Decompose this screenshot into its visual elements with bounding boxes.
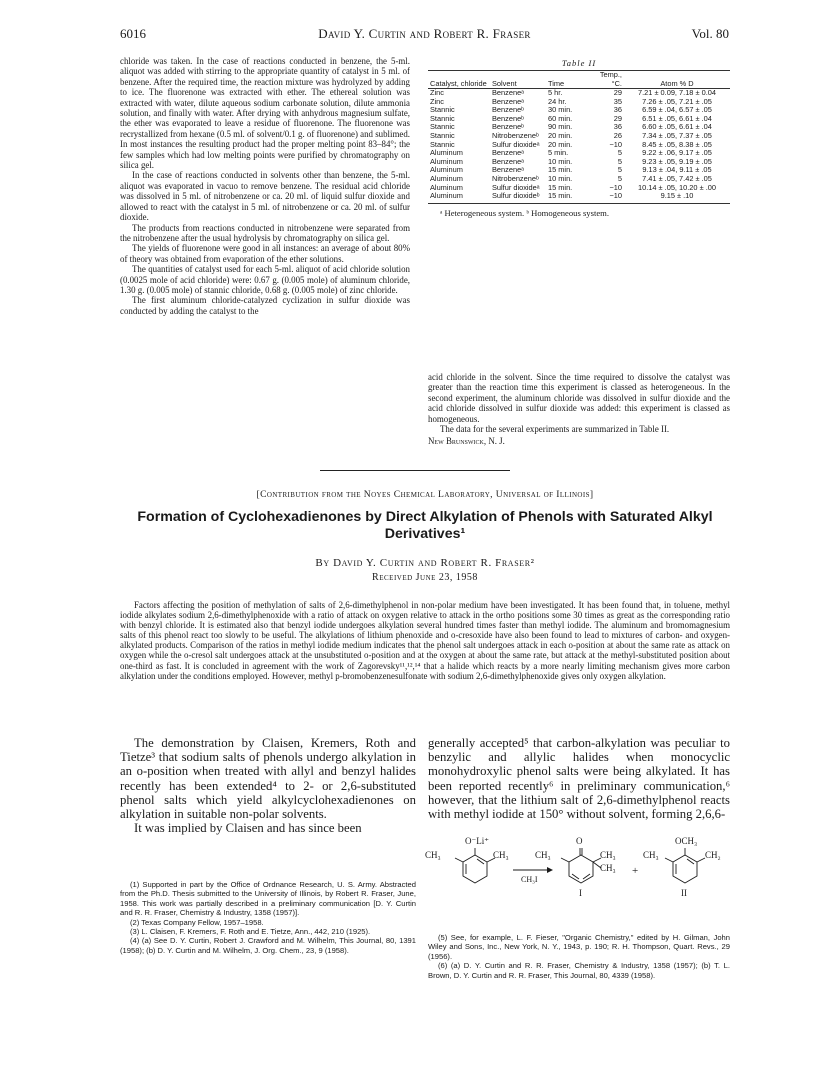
plus-sign: + [632,865,639,877]
product-ii-ring [665,848,705,883]
footnote: (5) See, for example, L. F. Fieser, "Organic Chemistry," edited by H. Gilman, John Wiley and Sons, Inc., New York, N. Y., 1943, p. 190; R. H. Thompson, Quart. Revs., 29 (1956). [428,933,730,961]
product-i-ch3-right-b: CH₃ [600,863,616,873]
paragraph: The quantities of catalyst used for each 5-ml. aliquot of acid chloride solution (0.0025 mole of acid chloride) were: 0.67 g. (0.005 mole) of aluminum chloride, 1.30 g. (0.005 mole) of stannic chloride, 0.68 g. (0.005 mole) of zinc chloride. [120,264,410,295]
table-cell-temp: 26 [613,130,622,140]
table-cell-catalyst: Aluminum [428,192,490,203]
footnote: (4) (a) See D. Y. Curtin, Robert J. Crawford and M. Wilhelm, This Journal, 80, 1391 (1958); (b) D. Y. Curtin and M. Wilhelm, J. Org. Chem., 23, 9 (1958). [120,936,416,955]
table-cell-catalyst: Zinc [430,96,444,106]
table-cell-temp: 5 [617,156,622,166]
product-i-label: I [579,888,582,898]
table-cell-solvent: Sulfur dioxideᵃ [492,182,540,192]
table-cell-catalyst: Stannic [430,122,455,132]
paragraph: It was implied by Claisen and has since been [134,821,362,836]
address-line: New Brunswick, N. J. [428,436,505,447]
table-cell-solvent: Benzeneᵃ [492,148,524,158]
paragraph: The data for the several experiments are summarized in Table II. [440,424,670,435]
body-text-right [428,736,730,821]
product-ii-ch2-right: CH₂ [705,850,721,860]
table-cell-time: 20 min. [548,139,573,149]
paragraph: The yields of fluorenone were good in all instances: an average of about 80% of theory was obtained from evaporation of the ether solutions. [120,243,410,264]
column-header: Temp., °C. [590,71,624,89]
reactant-ch3-right: CH₃ [493,850,509,860]
table-cell-temp: 36 [613,122,622,132]
table-cell-temp: 29 [613,88,622,97]
column-header: Atom % D [624,71,730,89]
table-cell-time: 10 min. [548,173,573,183]
table-cell-time: 20 min. [548,130,573,140]
table-cell-atom: 9.22 ± .06, 9.17 ± .05 [642,148,712,158]
table-cell-time: 60 min. [548,113,573,123]
received-date: Received June 23, 1958 [372,572,478,583]
table-cell-catalyst: Aluminum [430,182,463,192]
table-cell-atom: 6.59 ± .04, 6.57 ± .05 [642,105,712,115]
table-cell-atom: 8.45 ± .05, 8.38 ± .05 [642,139,712,149]
table-cell-solvent: Benzeneᵃ [492,88,524,97]
table-cell-atom: 10.14 ± .05, 10.20 ± .00 [638,182,716,192]
table-cell-solvent: Benzeneᵇ [492,113,524,123]
product-ii-label: II [681,888,687,898]
table-cell-temp: 5 [617,148,622,158]
paragraph: The first aluminum chloride-catalyzed cyclization in sulfur dioxide was conducted by adding the catalyst to the [120,295,410,316]
table-cell-time: 30 min. [548,105,573,115]
byline: By David Y. Curtin and Robert R. Fraser² [315,557,535,569]
paragraph: acid chloride in the solvent. Since the time required to dissolve the catalyst was greater than the reaction time this experiment is classed as heterogeneous. In the second experiment, the aluminum chloride was dissolved in sulfur dioxide and the acid chloride dissolved in sulfur dioxide was added: this experiment is classed as homogeneous. [428,372,730,424]
reaction-scheme [425,822,735,930]
table-cell-temp: −10 [609,139,622,149]
table-cell-time: 5 hr. [548,88,563,97]
paragraph: generally accepted⁵ that carbon-alkylation was peculiar to benzylic and allylic halides when monocyclic monohydroxylic phenol salts were being alkylated. It has been reported recently⁶ in preliminary communication,⁶ however, that the lithium salt of 2,6-dimethylphenol reacts with methyl iodide at 150° without solvent, forming 2,6,6- [428,736,730,822]
product-ii-och3: OCH₃ [675,836,698,846]
footnote: (3) L. Claisen, F. Kremers, F. Roth and E. Tietze, Ann., 442, 210 (1925). [130,927,371,937]
table-cell-time: 15 min. [548,165,573,175]
table-cell-solvent: Nitrobenzeneᵇ [492,173,539,183]
paragraph: The demonstration by Claisen, Kremers, Roth and Tietze³ that sodium salts of phenols undergo alkylation in an o-position when treated with allyl and benzyl halides recently has been extended⁴ to 2- or 2,6-substituted phenol salts which yield alkylcyclohexadienones on alkylation in suitable non-polar solvents. [120,736,416,822]
table-cell-time: 15 min. [546,192,590,203]
data-table [428,70,730,204]
paragraph: chloride was taken. In the case of reactions conducted in benzene, the 5-ml. aliquot was added with stirring to the appropriate quantity of catalyst in 5 ml. of benzene. After the required time, the reaction mixture was hydrolyzed by adding to ice. The fluorenone was extracted with ether. The ethereal solution was extracted with water, dilute aqueous sodium carbonate solution, dilute ammonia solution, and finally with water. After drying with anhydrous magnesium sulfate, the ether was evaporated to leave a residue of fluorenone. The fluorenone was recrystallized from hexane (0.5 ml. of solvent/0.1 g. of fluorenone) and sublimed. In most instances the resulting product had the proper melting point 83–84°; the few samples which had low melting points were purified by chromatography on silica gel. [120,56,410,171]
body-text-left [120,736,416,835]
reactant-ring [455,848,495,883]
running-authors: David Y. Curtin and Robert R. Fraser [318,26,531,41]
table-cell-solvent: Sulfur dioxideᵃ [492,139,540,149]
table-cell-catalyst: Stannic [430,130,455,140]
product-i-oxygen: O [576,836,583,846]
table-cell-temp: 35 [613,96,622,106]
table-cell-atom: 6.51 ± .05, 6.61 ± .04 [642,113,712,123]
experimental-text-right [428,372,730,447]
paragraph: In the case of reactions conducted in solvents other than benzene, the 5-ml. aliquot was evaporated in vacuo to remove benzene. The residual acid chloride was dissolved in 5 ml. of nitrobenzene or ca. 20 ml. of liquid sulfur dioxide and allowed to react with the catalyst in 5 ml. of nitrobenzene or ca. 20 ml. of sulfur dioxide. [120,170,410,223]
reactant-oli: O⁻Li⁺ [465,836,489,846]
reagent-label: CH₃I [521,875,538,884]
table-cell-temp: 5 [617,165,622,175]
table-cell-atom: 7.34 ± .05, 7.37 ± .05 [642,130,712,140]
table-cell-catalyst: Stannic [430,113,455,123]
table-cell-catalyst: Stannic [430,139,455,149]
table-cell-catalyst: Aluminum [430,173,463,183]
contribution-line: [Contribution from the Noyes Chemical Laboratory, Universal of Illinois] [256,489,594,500]
product-ii-ch3-left: CH₃ [643,850,659,860]
abstract [120,600,730,681]
table-cell-atom: 9.13 ± .04, 9.11 ± .05 [642,165,712,175]
table-footnote: ᵃ Heterogeneous system. ᵇ Homogeneous system. [440,207,609,218]
table-cell-atom: 9.15 ± .10 [624,192,730,203]
table-cell-atom: 7.41 ± .05, 7.42 ± .05 [642,173,712,183]
article-title: Formation of Cyclohexadienones by Direct Alkylation of Phenols with Saturated Alkyl Derivatives¹ [137,509,713,542]
table-cell-solvent: Sulfur dioxideᵇ [490,192,546,203]
table-cell-solvent: Benzeneᵇ [492,122,524,132]
page-number: 6016 [120,26,146,41]
running-header [120,26,729,46]
experimental-text-left [120,56,410,316]
table-cell-solvent: Nitrobenzeneᵇ [492,130,539,140]
footnotes-left [120,880,416,955]
table-cell-atom: 7.21 ± 0.09, 7.18 ± 0.04 [638,88,716,97]
table-cell-temp: 29 [613,113,622,123]
product-i-ch3-right-a: CH₃ [600,850,616,860]
table-cell-catalyst: Zinc [430,88,444,97]
table-cell-temp: −10 [590,192,624,203]
table-cell-time: 24 hr. [548,96,567,106]
footnote: (2) Texas Company Fellow, 1957–1958. [130,917,264,927]
table-cell-temp: −10 [609,182,622,192]
table-cell-time: 90 min. [548,122,573,132]
table-cell-catalyst: Aluminum [430,156,463,166]
table-cell-solvent: Benzeneᵃ [492,165,524,175]
table-title: Table II [561,58,597,68]
product-i-ring [561,848,601,883]
footnote: (6) (a) D. Y. Curtin and R. R. Fraser, Chemistry & Industry, 1358 (1957); (b) T. L. Brown, D. Y. Curtin and R. R. Fraser, This Journal, 80, 4339 (1958). [428,961,730,980]
abstract-text: Factors affecting the position of methylation of salts of 2,6-dimethylphenol in non-polar medium have been investigated. It has been found that, in toluene, methyl iodide alkylates sodium 2,6-dimethylphenoxide with a ratio of attack on oxygen relative to attack in the ortho positions some 30 times as great as the corresponding ratio with benzyl chloride. It is estimated also that benzyl iodide undergoes alkylation several hundred times faster than methyl iodide. The aluminum and bromomagnesium salts of this phenol react too slowly to be useful. The alkylations of lithium phenoxide and o-cresoxide have also been found to lead to mixtures of carbon- and oxygen-alkylated products. Comparison of the ratios in methyl iodide medium indicates that the phenol salt undergoes attack in each o-position at about the same rate as attack on oxygen while the o-cresol salt undergoes attack at the unsubstituted o-position and at the oxygen at about the same rate, but attack at the methyl-substituted position about one-third as fast. It is concluded in agreement with the work of Zagorevsky¹¹,¹²,¹⁴ that a halide which reacts by a more nearly limiting mechanism gives more carbon alkylation under the conditions employed. However, methyl p-bromobenzenesulfonate with sodium 2,6-dimethylphenoxide gives only oxygen alkylation. [120,600,730,681]
table-cell-solvent: Benzeneᵃ [492,96,524,106]
table-cell-time: 15 min. [548,182,573,192]
table-row [428,192,730,203]
column-header: Solvent [490,71,546,89]
table-cell-catalyst: Aluminum [430,165,463,175]
volume-label: Vol. 80 [691,26,729,41]
table-cell-solvent: Benzeneᵃ [492,156,524,166]
product-i-ch3-left: CH₃ [535,850,551,860]
table-cell-catalyst: Aluminum [430,148,463,158]
reactant-ch3-left: CH₃ [425,850,441,860]
table-cell-temp: 5 [617,173,622,183]
footnote: (1) Supported in part by the Office of Ordnance Research, U. S. Army. Abstracted from the Ph.D. Thesis submitted to the University of Illinois, by Robert R. Fraser, June, 1958. This work was partially described in a preliminary communication [D. Y. Curtin and R. R. Fraser, Chemistry & Industry, 1358 (1957)]. [120,880,416,918]
table-cell-time: 10 min. [548,156,573,166]
column-header: Time [546,71,590,89]
section-divider [320,470,510,471]
footnotes-right [428,933,730,980]
table-cell-atom: 6.60 ± .05, 6.61 ± .04 [642,122,712,132]
table-cell-time: 5 min. [548,148,569,158]
table-body [428,89,730,204]
column-header: Catalyst, chloride [428,71,490,89]
table-cell-solvent: Benzeneᵇ [492,105,524,115]
table-cell-temp: 36 [613,105,622,115]
table-cell-atom: 9.23 ± .05, 9.19 ± .05 [642,156,712,166]
table-ii [428,58,730,218]
paragraph: The products from reactions conducted in nitrobenzene were separated from the nitrobenzene after the usual hydrolysis by chromatography on silica gel. [120,222,410,243]
reaction-arrow [513,867,553,873]
table-cell-catalyst: Stannic [430,105,455,115]
table-cell-atom: 7.26 ± .05, 7.21 ± .05 [642,96,712,106]
